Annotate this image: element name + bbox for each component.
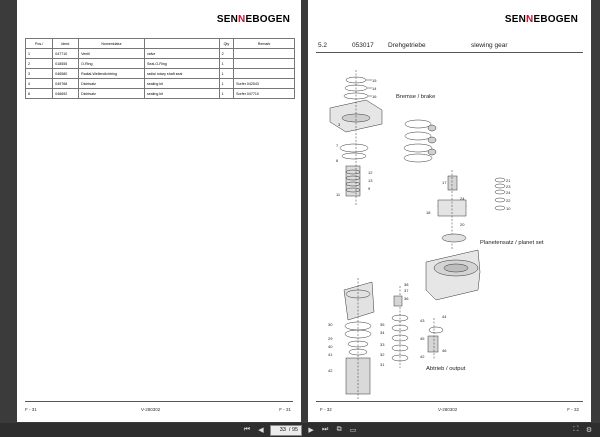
callout-number: 9 (368, 186, 371, 191)
column-header: Nomenklatur (79, 39, 145, 49)
cell: 018555 (53, 59, 79, 69)
callout-brake: Bremse / brake (396, 94, 436, 100)
page-footer-right: F - 31 (279, 407, 291, 412)
cell: Dichtsatz (79, 89, 145, 99)
page-footer-right: F - 32 (567, 407, 579, 412)
callout-number: 23 (506, 184, 511, 189)
cell: 2 (26, 59, 53, 69)
callout-number: 33 (380, 342, 385, 347)
cell: Radial-Wellendichtring (79, 69, 145, 79)
page-footer-left: F - 31 (25, 407, 37, 412)
cell: 3 (26, 69, 53, 79)
callout-number: 43 (420, 318, 425, 323)
company-logo: SENNEBOGEN (216, 14, 290, 25)
cell: sealing kit (144, 89, 219, 99)
callout-number: 41 (328, 352, 333, 357)
cell: Sorfer 042543 (234, 79, 295, 89)
document-page-right (308, 0, 591, 422)
callout-number: 34 (380, 330, 385, 335)
cell (234, 59, 295, 69)
total-pages: / 95 (288, 427, 299, 433)
column-header (144, 39, 219, 49)
callout-number: 13 (368, 178, 373, 183)
fit-page-icon[interactable]: ⧉ (336, 426, 342, 433)
callout-number: 35 (380, 322, 385, 327)
callout-number: 18 (426, 210, 431, 215)
page-footer-center: V-280302 (141, 407, 161, 412)
callout-number: 14 (372, 86, 377, 91)
callout-number: 12 (368, 170, 373, 175)
cell: 046580 (53, 69, 79, 79)
document-page-left (17, 0, 301, 422)
cell: valve (144, 49, 219, 59)
table-row (26, 79, 295, 89)
callout-number: 3 (338, 122, 341, 127)
footer-rule (316, 401, 583, 402)
page-footer-center: V-280302 (438, 407, 458, 412)
cell: 8 (26, 89, 53, 99)
table-header-row (26, 39, 295, 49)
callout-number: 24 (506, 190, 511, 195)
first-page-icon[interactable]: ⏮ (243, 426, 251, 433)
callout-number: 32 (380, 352, 385, 357)
callout-number: 37 (404, 288, 409, 293)
callout-number: 31 (380, 362, 385, 367)
cell: 4 (26, 79, 53, 89)
callout-number: 20 (460, 222, 465, 227)
callout-number: 22 (506, 198, 511, 203)
exploded-view-drawing (308, 0, 591, 422)
column-header: Ident. (53, 39, 79, 49)
table-row (26, 59, 295, 69)
callout-number: 38 (404, 282, 409, 287)
cell: Sorfer 047710 (234, 89, 295, 99)
cell: 046692 (53, 89, 79, 99)
page-number-input[interactable] (274, 427, 286, 434)
cell: radial rotary shaft seal (144, 69, 219, 79)
callout-number: 7 (336, 143, 339, 148)
callout-number: 45 (420, 336, 425, 341)
cell: 2 (219, 49, 234, 59)
callout-number: 21 (506, 178, 511, 183)
part-number: 053017 (352, 42, 374, 49)
cell: Seal-O-Ring (144, 59, 219, 69)
cell: Dichtsatz (79, 79, 145, 89)
section-number: 5.2 (318, 42, 328, 49)
column-header: Remark (234, 39, 295, 49)
table-row (26, 89, 295, 99)
callout-number: 40 (328, 344, 333, 349)
table-row (26, 49, 295, 59)
footer-rule (25, 401, 293, 402)
callout-number: 6 (336, 158, 339, 163)
cell: 1 (219, 79, 234, 89)
callout-number: 17 (442, 180, 447, 185)
callout-planet-set: Planetensatz / planet set (480, 240, 544, 246)
column-header: Pos./ (26, 39, 53, 49)
cell: sealing kit (144, 79, 219, 89)
callout-number: 42 (420, 354, 425, 359)
cell: O-Ring (79, 59, 145, 69)
callout-number: 44 (442, 314, 447, 319)
callout-number: 15 (372, 78, 377, 83)
callout-number: 36 (404, 296, 409, 301)
company-logo: SENNEBOGEN (504, 14, 578, 25)
callout-number: 42 (328, 368, 333, 373)
callout-output: Abtrieb / output (426, 366, 466, 372)
cell (234, 49, 295, 59)
callout-number: 10 (506, 206, 511, 211)
cell: 1 (26, 49, 53, 59)
cell: 1 (219, 59, 234, 69)
cell: 049768 (53, 79, 79, 89)
cell: Ventil (79, 49, 145, 59)
title-english: slewing gear (471, 42, 508, 49)
settings-icon[interactable]: ⚙ (585, 427, 593, 434)
callout-number: 24 (460, 196, 465, 201)
previous-page-icon[interactable]: ◀ (258, 427, 264, 434)
title-german: Drehgetriebe (388, 42, 426, 49)
fullscreen-icon[interactable]: ⛶ (573, 426, 579, 433)
callout-number: 46 (442, 348, 447, 353)
callout-number: 16 (372, 94, 377, 99)
callout-number: 11 (336, 192, 341, 197)
callout-number: 29 (328, 336, 333, 341)
page-footer-left: F - 32 (320, 407, 332, 412)
table-row (26, 69, 295, 79)
cell: 1 (219, 89, 234, 99)
single-page-icon[interactable]: ▭ (349, 427, 357, 434)
next-page-icon[interactable]: ▶ (308, 427, 314, 434)
column-header: Qty (219, 39, 234, 49)
cell (234, 69, 295, 79)
callout-number: 30 (328, 322, 333, 327)
page-indicator (270, 425, 302, 436)
cell: 047710 (53, 49, 79, 59)
cell: 1 (219, 69, 234, 79)
viewer-toolbar (0, 423, 600, 437)
toolbar-right-group (571, 425, 594, 435)
parts-table (25, 38, 295, 99)
last-page-icon[interactable]: ⏭ (321, 426, 329, 433)
